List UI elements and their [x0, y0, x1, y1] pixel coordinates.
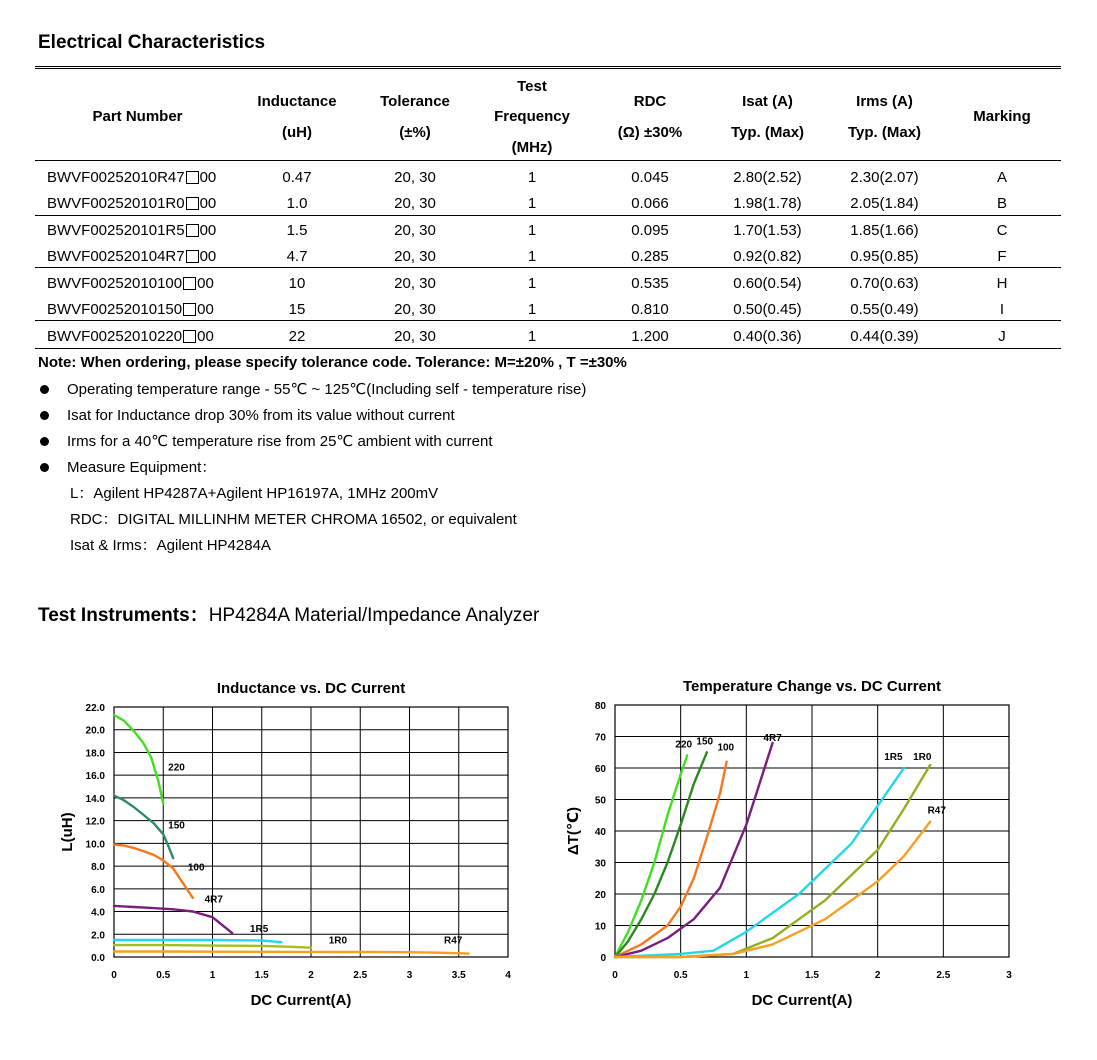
series-line-150 [114, 796, 173, 859]
x-tick-label: 2.5 [936, 970, 951, 981]
cell-tolerance: 20, 30 [394, 248, 436, 265]
cell-rdc: 0.535 [631, 275, 669, 292]
cell-freq: 1 [527, 248, 537, 265]
series-line-150 [615, 752, 707, 957]
x-axis-label: DC Current(A) [751, 992, 853, 1009]
tolerance-code-box-icon [183, 277, 196, 290]
test-instruments-label: Test Instruments： [38, 605, 209, 626]
bullet-text: Irms for a 40℃ temperature rise from 25℃ ambient with current [67, 433, 493, 450]
tolerance-code-box-icon [183, 303, 196, 316]
part-number-suffix: 00 [199, 169, 217, 186]
cell-freq: 1 [527, 275, 537, 292]
part-number-suffix: 00 [197, 328, 214, 345]
cell-part-number [47, 300, 214, 320]
temperature-chart [548, 668, 1068, 1018]
series-line-220 [615, 755, 687, 957]
col-header-part-number: Part Number [92, 108, 183, 125]
bullet-item [38, 432, 493, 452]
cell-freq: 1 [527, 301, 537, 318]
table-bottom-rule [35, 348, 1061, 349]
cell-part-number [47, 327, 214, 347]
cell-freq: 1 [527, 195, 537, 212]
cell-tolerance: 20, 30 [394, 195, 436, 212]
cell-inductance: 15 [288, 301, 306, 318]
x-axis-label: DC Current(A) [250, 992, 352, 1009]
x-tick-label: 1 [743, 970, 750, 981]
part-number-suffix: 00 [197, 275, 214, 292]
part-number-prefix: BWVF00252010220 [47, 328, 183, 345]
y-tick-label: 16.0 [85, 771, 105, 783]
cell-irms: 2.05(1.84) [850, 195, 919, 212]
series-line-4R7 [114, 906, 232, 933]
y-axis-label: ΔT(℃) [565, 806, 582, 856]
tolerance-code-box-icon [186, 197, 199, 210]
part-number-prefix: BWVF00252010150 [47, 301, 183, 318]
cell-inductance: 22 [288, 328, 306, 345]
series-label-4R7: 4R7 [763, 733, 782, 745]
cell-marking: F [997, 248, 1007, 265]
y-tick-label: 50 [594, 795, 606, 807]
col-header-test: Test [517, 78, 547, 95]
equipment-line: Isat & Irms：Agilent HP4284A [70, 537, 271, 554]
cell-tolerance: 20, 30 [394, 301, 436, 318]
part-number-suffix: 00 [199, 222, 217, 239]
y-tick-label: 6.0 [91, 884, 105, 896]
chart-title: Inductance vs. DC Current [216, 680, 406, 697]
part-number-suffix: 00 [199, 195, 217, 212]
y-tick-label: 80 [594, 701, 606, 712]
cell-isat: 0.40(0.36) [733, 328, 802, 345]
tolerance-code-box-icon [186, 171, 199, 184]
cell-inductance: 0.47 [282, 169, 312, 186]
cell-inductance: 1.0 [286, 195, 308, 212]
cell-isat: 2.80(2.52) [733, 169, 802, 186]
cell-freq: 1 [527, 169, 537, 186]
part-number-prefix: BWVF00252010R47 [47, 169, 185, 186]
part-number-prefix: BWVF00252010100 [47, 275, 183, 292]
y-tick-label: 12.0 [85, 816, 105, 828]
test-instruments [38, 600, 539, 627]
cell-part-number [47, 274, 214, 294]
x-tick-label: 2.5 [353, 970, 368, 981]
equipment-line: RDC：DIGITAL MILLINHM METER CHROMA 16502, or equivalent [70, 511, 517, 528]
chart-title: Temperature Change vs. DC Current [682, 678, 942, 695]
y-tick-label: 14.0 [85, 793, 105, 805]
cell-rdc: 0.810 [631, 301, 669, 318]
series-line-100 [615, 762, 727, 957]
x-tick-label: 2 [874, 970, 881, 981]
part-number-prefix: BWVF002520101R0 [47, 195, 185, 212]
cell-rdc: 0.285 [631, 248, 669, 265]
bullet-dot-icon [40, 411, 49, 420]
series-label-100: 100 [717, 742, 735, 754]
y-tick-label: 2.0 [91, 930, 105, 942]
cell-irms: 1.85(1.66) [850, 222, 919, 239]
col-header-marking: Marking [973, 108, 1031, 125]
cell-inductance: 4.7 [286, 248, 308, 265]
series-label-220: 220 [168, 762, 185, 774]
series-line-R47 [114, 952, 469, 954]
series-label-R47: R47 [927, 805, 946, 817]
x-tick-label: 1.5 [254, 970, 269, 981]
col-header-inductance-unit: (uH) [282, 124, 312, 141]
col-header-tolerance-unit: (±%) [399, 124, 431, 141]
col-header-frequency: Frequency [494, 108, 570, 125]
bullet-item [38, 458, 216, 478]
equipment-line: L：Agilent HP4287A+Agilent HP16197A, 1MHz 200mV [70, 485, 439, 502]
cell-irms: 0.70(0.63) [850, 275, 919, 292]
part-number-prefix: BWVF002520101R5 [47, 222, 185, 239]
series-label-1R0: 1R0 [913, 752, 932, 764]
x-tick-label: 3 [406, 970, 413, 981]
y-tick-label: 0.0 [91, 953, 105, 964]
bullet-text: Measure Equipment： [67, 459, 217, 476]
x-tick-label: 0.5 [156, 970, 171, 981]
bullet-item [38, 380, 586, 400]
cell-irms: 0.44(0.39) [850, 328, 919, 345]
cell-marking: C [996, 222, 1008, 239]
cell-isat: 0.60(0.54) [733, 275, 802, 292]
series-label-150: 150 [696, 736, 714, 748]
cell-marking: B [996, 195, 1007, 212]
y-tick-label: 4.0 [91, 907, 105, 919]
tolerance-code-box-icon [186, 224, 199, 237]
cell-part-number [47, 168, 216, 188]
cell-part-number [47, 221, 216, 241]
test-instruments-value: HP4284A Material/Impedance Analyzer [208, 605, 540, 626]
col-header-tolerance: Tolerance [380, 93, 450, 110]
cell-rdc: 0.045 [631, 169, 669, 186]
cell-isat: 0.50(0.45) [733, 301, 802, 318]
series-label-R47: R47 [443, 935, 463, 947]
x-tick-label: 2 [308, 970, 314, 981]
y-tick-label: 60 [594, 764, 606, 775]
ordering-note: Note: When ordering, please specify tolerance code. Tolerance: M=±20% , T =±30% [38, 354, 627, 371]
section-title: Electrical Characteristics [38, 32, 266, 53]
col-header-rdc: RDC [633, 93, 667, 110]
cell-marking: A [996, 169, 1007, 186]
series-label-100: 100 [187, 862, 205, 874]
col-header-rdc-unit: (Ω) ±30% [617, 124, 683, 141]
inductance-chart [0, 668, 545, 1018]
x-tick-label: 0 [612, 970, 618, 981]
bullet-dot-icon [40, 437, 49, 446]
bullet-dot-icon [40, 385, 49, 394]
cell-irms: 0.95(0.85) [850, 248, 919, 265]
x-tick-label: 0.5 [673, 970, 688, 981]
cell-marking: H [996, 275, 1008, 292]
cell-marking: I [999, 301, 1005, 318]
y-tick-label: 18.0 [85, 748, 105, 760]
col-header-inductance: Inductance [257, 93, 337, 110]
y-tick-label: 40 [594, 827, 606, 838]
y-tick-label: 22.0 [85, 703, 105, 714]
y-axis-label: L(uH) [59, 812, 76, 852]
cell-marking: J [998, 328, 1006, 345]
col-header-isat: Isat (A) [742, 93, 793, 110]
cell-isat: 1.98(1.78) [733, 195, 802, 212]
part-number-prefix: BWVF002520104R7 [47, 248, 185, 265]
col-header-frequency-unit: (MHz) [511, 139, 553, 156]
cell-tolerance: 20, 30 [394, 328, 436, 345]
cell-isat: 1.70(1.53) [733, 222, 802, 239]
table-group-rule [35, 320, 1061, 321]
series-label-220: 220 [675, 739, 693, 751]
x-tick-label: 0 [111, 970, 117, 981]
tolerance-code-box-icon [186, 250, 199, 263]
table-group-rule [35, 215, 1061, 216]
series-label-1R5: 1R5 [249, 924, 269, 935]
col-header-irms: Irms (A) [856, 93, 913, 110]
y-tick-label: 10.0 [85, 839, 105, 851]
y-tick-label: 30 [594, 858, 606, 870]
y-tick-label: 20 [594, 890, 606, 901]
x-tick-label: 3 [1006, 970, 1012, 981]
cell-tolerance: 20, 30 [394, 169, 436, 186]
x-tick-label: 3.5 [451, 970, 466, 981]
series-label-4R7: 4R7 [204, 894, 223, 906]
bullet-text: Operating temperature range - 55℃ ~ 125℃(Including self - temperature rise) [67, 381, 587, 398]
bullet-item [38, 406, 455, 426]
cell-rdc: 0.066 [631, 195, 669, 212]
cell-tolerance: 20, 30 [394, 275, 436, 292]
x-tick-label: 1.5 [805, 970, 819, 981]
cell-inductance: 10 [288, 275, 306, 292]
x-tick-label: 1 [209, 970, 216, 981]
part-number-suffix: 00 [199, 248, 217, 265]
series-label-1R5: 1R5 [884, 752, 903, 764]
cell-part-number [47, 194, 216, 214]
series-line-100 [114, 845, 193, 898]
cell-irms: 2.30(2.07) [850, 169, 919, 186]
y-tick-label: 10 [594, 921, 606, 933]
bullet-text: Isat for Inductance drop 30% from its value without current [67, 407, 455, 424]
cell-tolerance: 20, 30 [394, 222, 436, 239]
cell-inductance: 1.5 [286, 222, 308, 239]
col-header-isat-unit: Typ. (Max) [730, 124, 805, 141]
y-tick-label: 8.0 [91, 862, 105, 874]
cell-irms: 0.55(0.49) [850, 301, 919, 318]
cell-part-number [47, 247, 216, 267]
series-label-150: 150 [168, 820, 185, 832]
series-line-1R5 [114, 940, 281, 942]
series-line-220 [114, 715, 163, 804]
y-tick-label: 70 [594, 732, 606, 744]
cell-isat: 0.92(0.82) [733, 248, 802, 265]
col-header-irms-unit: Typ. (Max) [847, 124, 922, 141]
table-group-rule [35, 267, 1061, 268]
y-tick-label: 20.0 [85, 725, 105, 737]
cell-rdc: 0.095 [631, 222, 669, 239]
tolerance-code-box-icon [183, 330, 196, 343]
cell-rdc: 1.200 [631, 328, 669, 345]
bullet-dot-icon [40, 463, 49, 472]
series-label-1R0: 1R0 [328, 935, 348, 947]
cell-freq: 1 [527, 328, 537, 345]
table-top-rule [35, 66, 1061, 69]
part-number-suffix: 00 [197, 301, 214, 318]
x-tick-label: 4 [505, 970, 511, 981]
y-tick-label: 0 [600, 953, 606, 964]
cell-freq: 1 [527, 222, 537, 239]
